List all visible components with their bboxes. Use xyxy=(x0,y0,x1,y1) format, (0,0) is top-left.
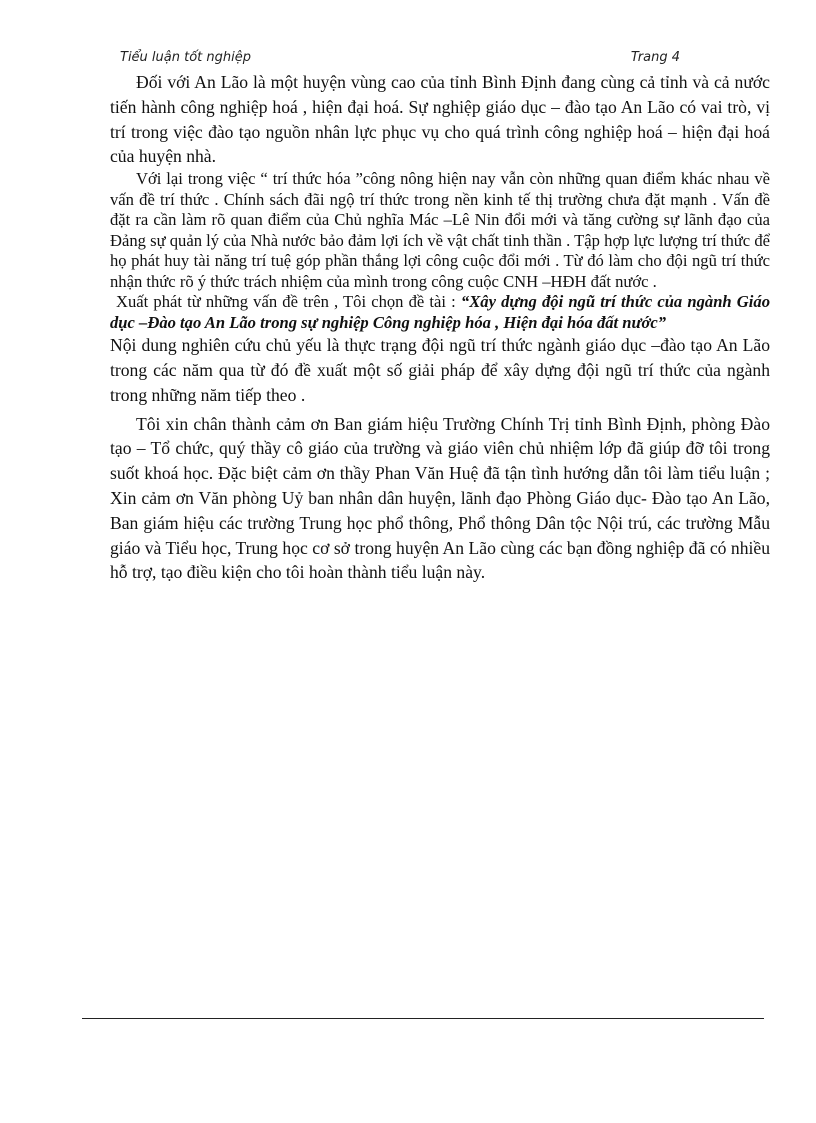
paragraph-intro: Đối với An Lão là một huyện vùng cao của tỉnh Bình Định đang cùng cả tỉnh và cả nước tiến hành công nghiệp hoá , hiện đại hoá. Sự nghiệp giáo dục – đào tạo An Lão có vai trò, vị trí trong việc đào tạo nguồn nhân lực phục vụ cho quá trình công nghiệp hoá – hiện đại hoá của huyện nhà. xyxy=(110,72,770,167)
document-body xyxy=(110,70,770,585)
paragraph-topic xyxy=(110,292,770,333)
topic-intro: Xuất phát từ những vấn đề trên , Tôi chọn đề tài : xyxy=(116,292,461,312)
paragraph-context: Với lại trong việc “ trí thức hóa ”công nông hiện nay vẫn còn những quan điểm khác nhau về vấn đề trí thức . Chính sách đãi ngộ trí thức trong nền kinh tế thị trường chưa đặt mạnh . Vấn đề đặt ra cần làm rõ quan điểm của Chủ nghĩa Mác –Lê Nin đổi mới và tăng cường sự lãnh đạo của Đảng sự quản lý của Nhà nước bảo đảm lợi ích về vật chất tinh thần . Tập hợp lực lượng trí thức để họ phát huy tài năng trí tuệ góp phần thắng lợi công cuộc đổi mới . Từ đó làm cho đội ngũ trí thức nhận thức rõ ý thức trách nhiệm của mình trong công cuộc CNH –HĐH đất nước . xyxy=(110,169,770,291)
paragraph-research-content: Nội dung nghiên cứu chủ yếu là thực trạng đội ngũ trí thức ngành giáo dục –đào tạo An Lão trong các năm qua từ đó đề xuất một số giải pháp để xây dựng đội ngũ trí thức của ngành trong những năm tiếp theo . xyxy=(110,335,770,405)
header-page-number: Trang 4 xyxy=(630,50,680,65)
page-header xyxy=(120,50,680,68)
header-document-title: Tiểu luận tốt nghiệp xyxy=(120,50,251,65)
footer-divider xyxy=(82,1018,764,1019)
topic-title: “Xây dựng đội ngũ trí thức của ngành Giáo dục –Đào tạo An Lão trong sự nghiệp Công nghiệp hóa , Hiện đại hóa đất nước” xyxy=(110,292,770,332)
paragraph-acknowledgements: Tôi xin chân thành cảm ơn Ban giám hiệu Trường Chính Trị tỉnh Bình Định, phòng Đào tạo – Tổ chức, quý thầy cô giáo của trường và giáo viên chủ nhiệm lớp đã giúp đỡ tôi trong suốt khoá học. Đặc biệt cảm ơn thầy Phan Văn Huệ đã tận tình hướng dẫn tôi làm tiểu luận ; Xin cảm ơn Văn phòng Uỷ ban nhân dân huyện, lãnh đạo Phòng Giáo dục- Đào tạo An Lão, Ban giám hiệu các trường Trung học phổ thông, Phổ thông Dân tộc Nội trú, các trường Mẫu giáo và Tiểu học, Trung học cơ sở trong huyện An Lão cùng các bạn đồng nghiệp đã có nhiều hỗ trợ, tạo điều kiện cho tôi hoàn thành tiểu luận này. xyxy=(110,413,770,583)
